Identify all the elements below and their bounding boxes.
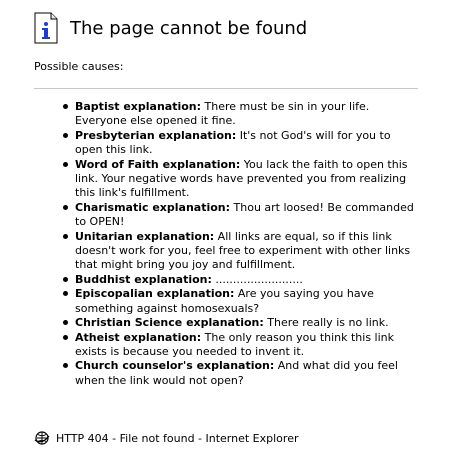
cause-name: Buddhist explanation:: [75, 272, 212, 286]
divider: [34, 88, 418, 89]
cause-text: .........................: [211, 272, 303, 286]
cause-text: All links are equal, so if this link doesn't work for you, feel free to experiment with other links that might bring you joy and fulfillment.: [75, 229, 411, 272]
cause-name: Word of Faith explanation:: [75, 157, 241, 171]
list-item: [75, 129, 415, 158]
list-item: [75, 230, 415, 273]
cause-text: You lack the faith to open this link. Your negative words have prevented you from realizing this link's fulfillment.: [75, 157, 408, 200]
page-title: The page cannot be found: [70, 17, 308, 39]
cause-text: It's not God's will for you to open this link.: [75, 128, 391, 157]
page-header: [34, 10, 307, 46]
list-item: [75, 331, 415, 360]
cause-name: Episcopalian explanation:: [75, 287, 235, 301]
cause-text: There must be sin in your life. Everyone else opened it fine.: [75, 100, 370, 128]
possible-causes-label: Possible causes:: [34, 60, 124, 73]
status-text: HTTP 404 - File not found - Internet Explorer: [56, 431, 299, 445]
cause-name: Baptist explanation:: [75, 100, 202, 113]
list-item: [75, 100, 415, 129]
info-document-icon: [34, 12, 58, 44]
list-item: [75, 359, 415, 388]
cause-name: Unitarian explanation:: [75, 229, 215, 243]
cause-name: Atheist explanation:: [75, 330, 202, 344]
list-item: [75, 158, 415, 201]
cause-name: Presbyterian explanation:: [75, 128, 237, 142]
cause-text: And what did you feel when the link would not open?: [75, 359, 398, 387]
cause-text: Are you saying you have something against homosexuals?: [75, 287, 374, 315]
list-item: [75, 273, 415, 287]
cause-text: The only reason you think this link exists is because you needed to invent it.: [75, 330, 395, 358]
internet-explorer-icon: [34, 430, 50, 446]
cause-name: Church counselor's explanation:: [75, 359, 275, 373]
cause-text: There really is no link.: [263, 316, 389, 330]
causes-list: [75, 100, 415, 388]
cause-text: Thou art loosed! Be commanded to OPEN!: [75, 200, 414, 229]
cause-name: Charismatic explanation:: [75, 200, 231, 214]
list-item: [75, 287, 415, 316]
status-footer: [34, 430, 298, 446]
cause-name: Christian Science explanation:: [75, 316, 264, 330]
list-item: [75, 316, 415, 330]
list-item: [75, 201, 415, 230]
